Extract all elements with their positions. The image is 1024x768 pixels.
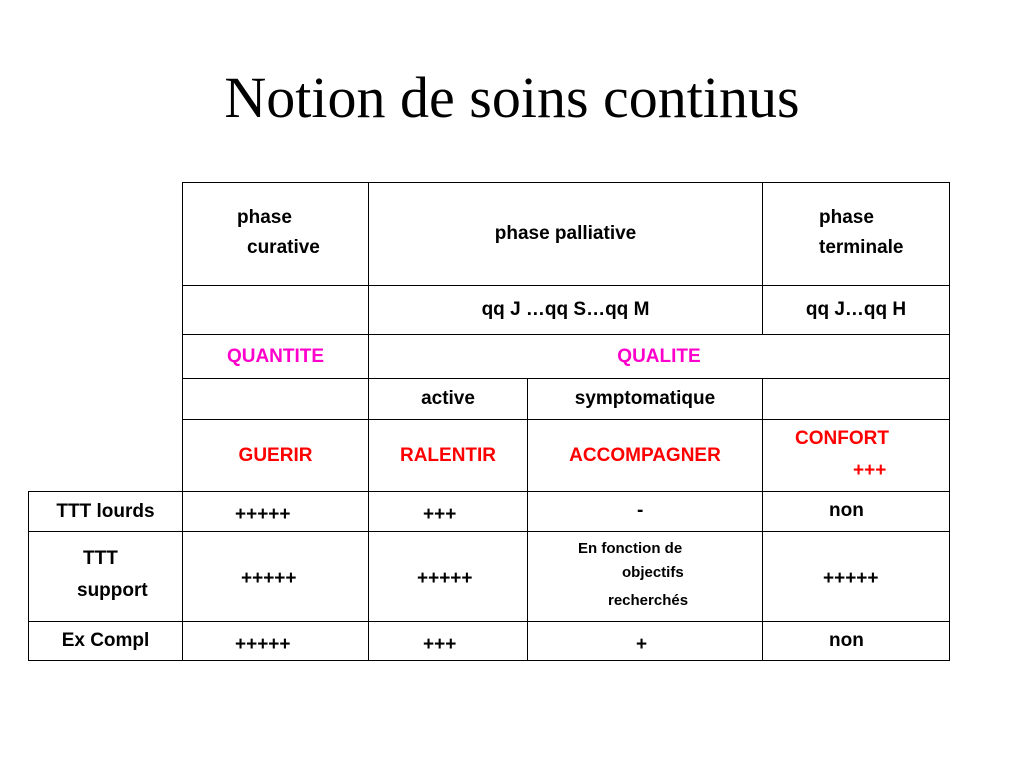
ttt-support-symptomatique [527,531,763,622]
phase-curative-line2: curative [247,237,320,258]
ttt-support-symptomatique-line1: En fonction de [578,540,683,557]
duration-terminale-text: qq J…qq H [805,299,907,320]
row-label-ttt-support-line2: support [77,580,148,601]
header-phase-terminale [762,182,950,286]
ttt-support-terminale [762,531,950,622]
ttt-support-symptomatique-line2: objectifs [622,564,684,581]
ttt-lourds-active [368,491,528,532]
row-label-ttt-lourds-text: TTT lourds [56,500,155,522]
focus-qualite-text: QUALITE [617,345,701,367]
type-curative-empty [182,378,369,420]
goal-accompagner [527,419,763,492]
row-label-ttt-lourds [28,491,183,532]
type-symptomatique-text: symptomatique [574,388,716,409]
ttt-support-curative [182,531,369,622]
goal-guerir-text: GUERIR [238,444,313,466]
goal-guerir [182,419,369,492]
focus-quantite-text: QUANTITE [226,345,325,367]
ttt-lourds-terminale-value: non [829,500,864,521]
ttt-lourds-active-value: +++ [423,504,457,525]
type-terminale-empty [762,378,950,420]
ttt-lourds-terminale [762,491,950,532]
ex-compl-active [368,621,528,661]
ex-compl-symptomatique [527,621,763,661]
ex-compl-active-value: +++ [423,634,457,655]
row-label-ttt-support-line1: TTT [83,548,118,569]
goal-confort [762,419,950,492]
ttt-lourds-symptomatique [527,491,763,532]
phase-curative-line1: phase [237,207,292,228]
header-phase-curative [182,182,369,286]
type-symptomatique [527,378,763,420]
goal-accompagner-text: ACCOMPAGNER [569,444,721,466]
focus-qualite [368,334,950,379]
goal-ralentir [368,419,528,492]
phase-terminale-line2: terminale [819,237,904,258]
row-label-ex-compl-text: Ex Compl [61,630,150,651]
type-active [368,378,528,420]
ex-compl-terminale [762,621,950,661]
goal-confort-line2: +++ [853,460,887,481]
ttt-lourds-curative-value: +++++ [235,504,291,525]
duration-curative [182,285,369,335]
phase-palliative-label: phase palliative [494,223,637,244]
row-label-ttt-support [28,531,183,622]
duration-palliative [368,285,763,335]
ex-compl-terminale-value: non [829,630,864,651]
goal-ralentir-text: RALENTIR [399,444,497,466]
goal-confort-line1: CONFORT [795,428,889,449]
header-phase-palliative [368,182,763,286]
phase-terminale-line1: phase [819,207,874,228]
ttt-support-curative-value: +++++ [241,568,297,589]
ttt-lourds-symptomatique-value: - [637,500,644,521]
ttt-support-active-value: +++++ [417,568,473,589]
ttt-support-terminale-value: +++++ [823,568,879,589]
page-title: Notion de soins continus [224,65,800,130]
ttt-lourds-curative [182,491,369,532]
duration-palliative-text: qq J …qq S…qq M [481,299,650,320]
ex-compl-symptomatique-value: + [636,634,648,655]
duration-terminale [762,285,950,335]
ttt-support-symptomatique-line3: recherchés [608,592,689,609]
ex-compl-curative-value: +++++ [235,634,291,655]
ex-compl-curative [182,621,369,661]
focus-quantite [182,334,369,379]
ttt-support-active [368,531,528,622]
row-label-ex-compl [28,621,183,661]
type-active-text: active [421,388,475,409]
